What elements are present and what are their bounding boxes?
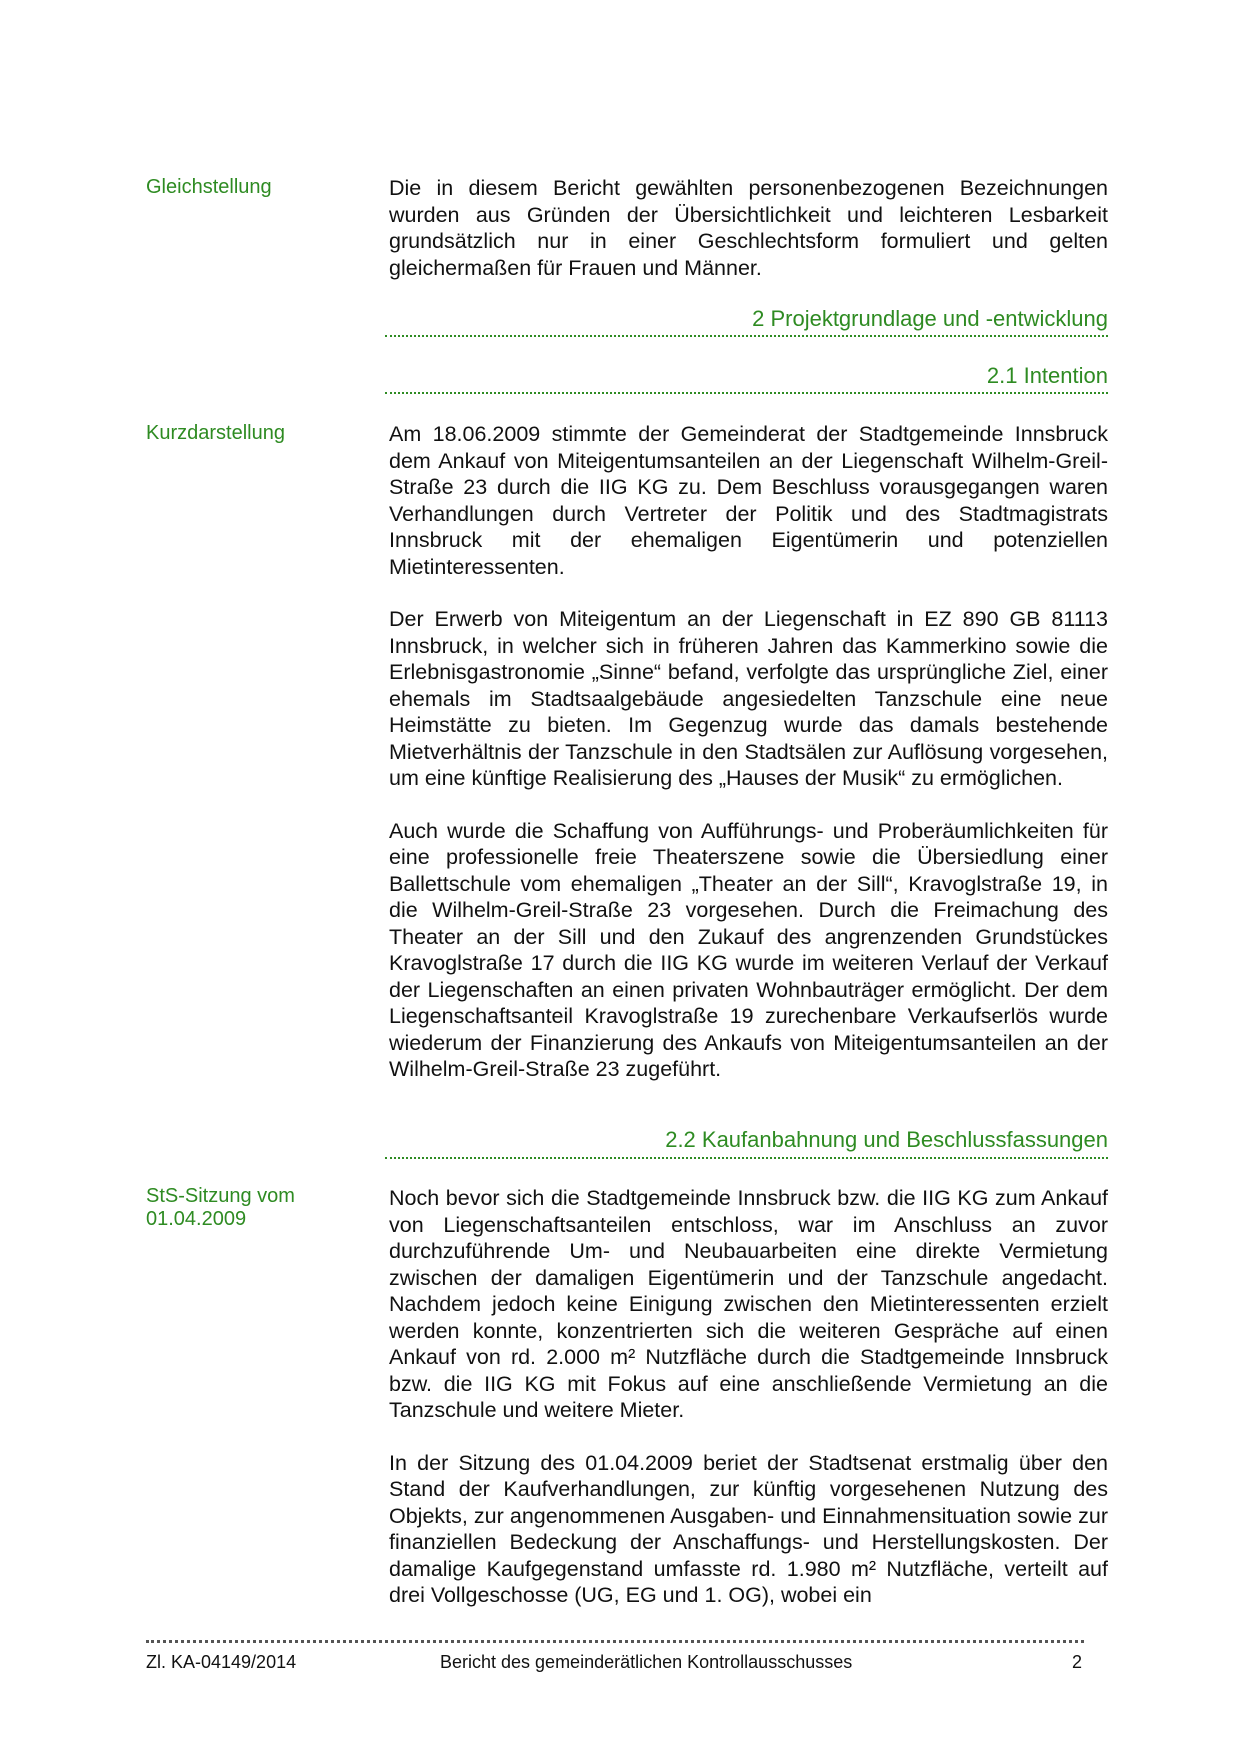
page-number: 2 — [1072, 1652, 1083, 1672]
paragraph: Noch bevor sich die Stadtgemeinde Innsbruck bzw. die IIG KG zum Ankauf von Liegenschaftsanteilen entschloss, war im Anschluss an zuvor durchzuführende Um- und Neubauarbeiten eine direkte Vermietung zwischen der damaligen Eigentümerin und der Tanzschule angedacht. Nachdem jedoch keine Einigung zwischen den Mietinteressenten erzielt werden konnte, konzentrierten sich die weiteren Gespräche auf einen Ankauf von rd. 2.000 m² Nutzfläche durch die Stadtgemeinde Innsbruck bzw. die IIG KG mit Fokus auf eine anschließende Vermietung an die Tanzschule und weitere Mieter. — [389, 1186, 1108, 1422]
paragraph: Der Erwerb von Miteigentum an der Liegenschaft in EZ 890 GB 81113 Innsbruck, in welcher sich in früheren Jahren das Kammerkino sowie die Erlebnisgastronomie „Sinne“ befand, verfolgte das ursprüngliche Ziel, einer ehemals im Stadtsaalgebäude angesiedelten Tanzschule eine neue Heimstätte zu bieten. Im Gegenzug wurde das damals bestehende Mietverhältnis der Tanzschule in den Stadtsälen zur Auflösung vorgesehen, um eine künftige Realisierung des „Hauses der Musik“ zu ermöglichen. — [389, 607, 1108, 790]
gleichstellung-block — [389, 175, 1108, 281]
margin-label-line: StS-Sitzung vom — [146, 1185, 295, 1207]
margin-label-line: 01.04.2009 — [146, 1208, 247, 1230]
heading-divider — [385, 1157, 1108, 1159]
footer-title: Bericht des gemeinderätlichen Kontrollausschusses — [440, 1652, 853, 1672]
paragraph: Am 18.06.2009 stimmte der Gemeinderat der Stadtgemeinde Innsbruck dem Ankauf von Miteigentumsanteilen an der Liegenschaft Wilhelm-Greil-Straße 23 durch die IIG KG zu. Dem Beschluss vorausgegangen waren Verhandlungen durch Vertreter der Politik und des Stadtmagistrats Innsbruck mit der ehemaligen Eigentümerin und potenziellen Mietinteressenten. — [389, 422, 1108, 579]
margin-label-sts-sitzung — [146, 1185, 366, 1231]
section-heading-2-1: 2.1 Intention — [986, 363, 1108, 388]
footer-reference: Zl. KA-04149/2014 — [146, 1652, 297, 1672]
margin-label-gleichstellung: Gleichstellung — [146, 176, 272, 198]
heading-divider — [385, 335, 1108, 337]
paragraph: Auch wurde die Schaffung von Aufführungs- und Proberäumlichkeiten für eine professionelle freie Theaterszene sowie die Übersiedlung einer Ballettschule vom ehemaligen „Theater an der Sill“, Kravoglstraße 19, in die Wilhelm-Greil-Straße 23 vorgesehen. Durch die Freimachung des Theater an der Sill und den Zukauf des angrenzenden Grundstückes Kravoglstraße 17 durch die IIG KG wurde im weiteren Verlauf der Verkauf der Liegenschaften an einen privaten Wohnbauträger ermöglicht. Der dem Liegenschaftsanteil Kravoglstraße 19 zurechenbare Verkaufserlös wurde wiederum der Finanzierung des Ankaufs von Miteigentumsanteilen an der Wilhelm-Greil-Straße 23 zugeführt. — [389, 818, 1108, 1081]
margin-label-kurzdarstellung: Kurzdarstellung — [146, 422, 285, 444]
sts-sitzung-block — [389, 1185, 1108, 1609]
section-heading-2: 2 Projektgrundlage und -entwicklung — [752, 306, 1108, 331]
section-heading-2-2: 2.2 Kaufanbahnung und Beschlussfassungen — [665, 1127, 1108, 1152]
footer-divider — [146, 1640, 1084, 1643]
heading-divider — [385, 392, 1108, 394]
kurzdarstellung-block — [389, 421, 1108, 1083]
paragraph: In der Sitzung des 01.04.2009 beriet der Stadtsenat erstmalig über den Stand der Kaufverhandlungen, zur künftig vorgesehenen Nutzung des Objekts, zur angenommenen Ausgaben- und Einnahmensituation sowie zur finanziellen Bedeckung der Anschaffungs- und Herstellungskosten. Der damalige Kaufgegenstand umfasste rd. 1.980 m² Nutzfläche, verteilt auf drei Vollgeschosse (UG, EG und 1. OG), wobei ein — [389, 1450, 1108, 1607]
paragraph: Die in diesem Bericht gewählten personenbezogenen Bezeichnungen wurden aus Gründen der Übersichtlichkeit und leichteren Lesbarkeit grundsätzlich nur in einer Geschlechtsform formuliert und gelten gleichermaßen für Frauen und Männer. — [389, 176, 1108, 280]
